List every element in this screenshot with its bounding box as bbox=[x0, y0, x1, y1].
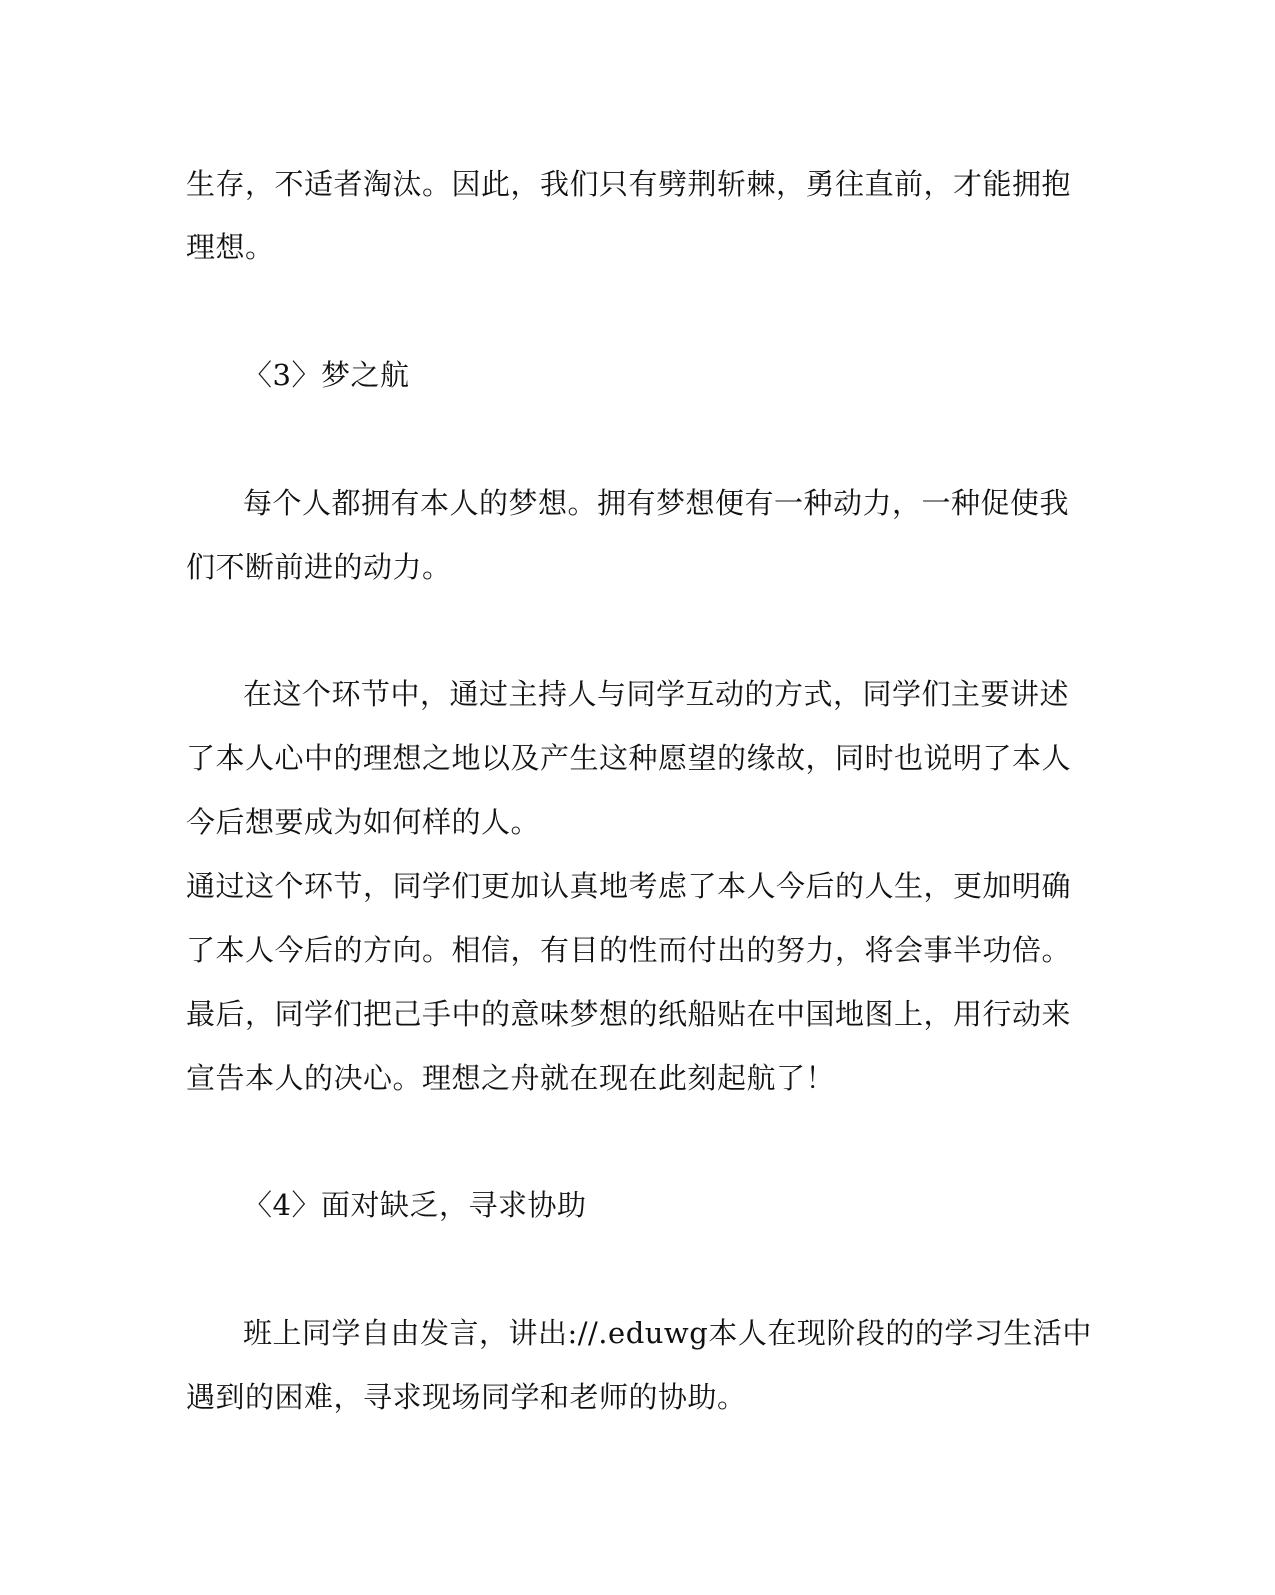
paragraph-line: 理想。 bbox=[186, 230, 275, 264]
paragraph-line: 宣告本人的决心。理想之舟就在现在此刻起航了！ bbox=[186, 1061, 836, 1095]
paragraph-line: 了本人今后的方向。相信，有目的性而付出的努力，将会事半功倍。 bbox=[186, 933, 1072, 967]
paragraph-line: 了本人心中的理想之地以及产生这种愿望的缘故，同时也说明了本人 bbox=[186, 741, 1072, 775]
paragraph-line: 们不断前进的动力。 bbox=[186, 550, 452, 584]
paragraph-line: 在这个环节中，通过主持人与同学互动的方式，同学们主要讲述 bbox=[243, 677, 1070, 711]
paragraph-line: 最后，同学们把己手中的意味梦想的纸船贴在中国地图上，用行动来 bbox=[186, 997, 1072, 1031]
paragraph-line: 生存，不适者淘汰。因此，我们只有劈荆斩棘，勇往直前，才能拥抱 bbox=[186, 167, 1072, 201]
paragraph-line: 今后想要成为如何样的人。 bbox=[186, 805, 541, 839]
paragraph-line: 每个人都拥有本人的梦想。拥有梦想便有一种动力，一种促使我 bbox=[243, 486, 1070, 520]
section-heading-3: 〈3〉梦之航 bbox=[243, 358, 410, 392]
paragraph-line: 遇到的困难，寻求现场同学和老师的协助。 bbox=[186, 1380, 747, 1414]
paragraph-line: 通过这个环节，同学们更加认真地考虑了本人今后的人生，更加明确 bbox=[186, 869, 1072, 903]
paragraph-line: 班上同学自由发言，讲出://.eduwg本人在现阶段的的学习生活中 bbox=[243, 1316, 1092, 1350]
section-heading-4: 〈4〉面对缺乏，寻求协助 bbox=[243, 1188, 587, 1222]
